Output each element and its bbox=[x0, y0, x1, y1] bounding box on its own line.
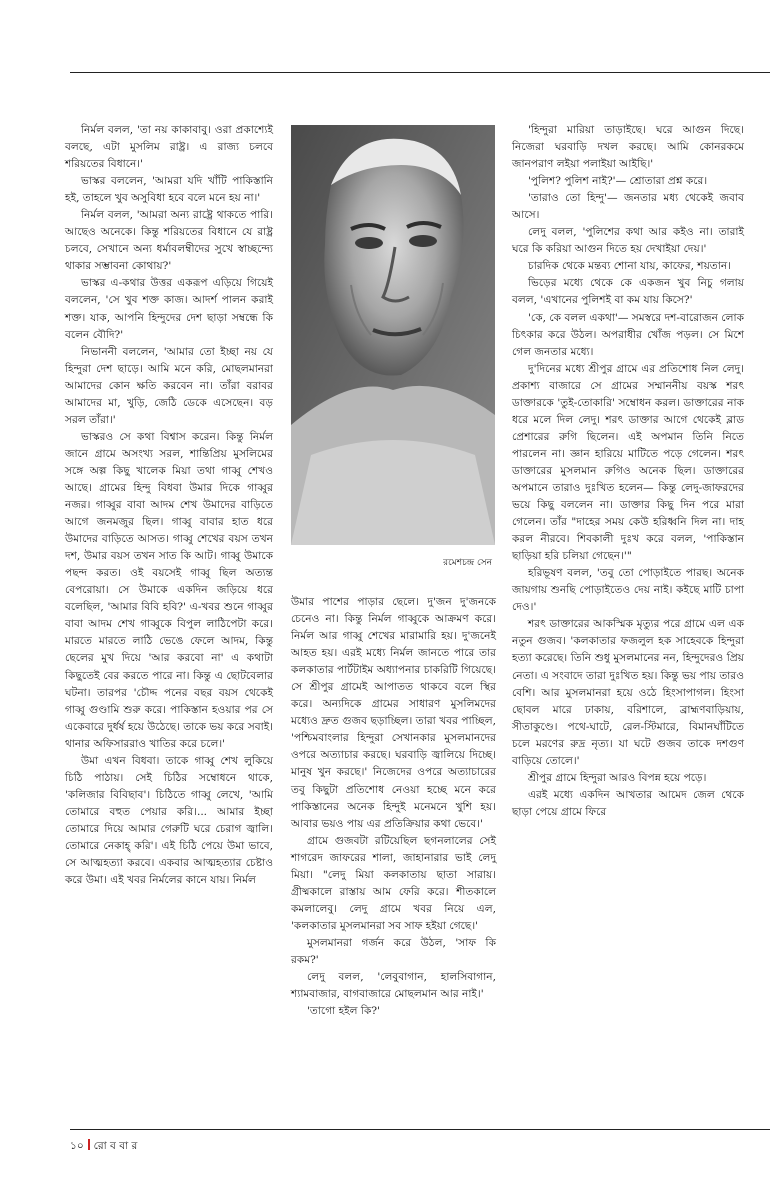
paragraph: ভাস্কর বললেন, 'আমরা যদি খাঁটি পাকিস্তানি হই, তাহলে খুব অসুবিধা হবে বলে মনে হয় না।' bbox=[65, 175, 273, 205]
paragraph: নির্মল বলল, 'তা নয় কাকাবাবু। ওরা প্রকাশ্যেই বলছে, এটা মুসলিম রাষ্ট্র। এ রাজ্য চলবে শরিয়তের বিধানে।' bbox=[65, 124, 273, 171]
paragraph: লেদু বলল, 'পুলিশের কথা আর কইও না। তারাই ঘরে কি করিয়া আগুন দিতে হয় দেখাইয়া দেয়।' bbox=[512, 226, 744, 256]
paragraph: শরৎ ডাক্তারের আকস্মিক মৃত্যুর পরে গ্রামে এল এক নতুন গুজব। 'কলকাতার ফজলুল হক সাহেবকে হিন্দুরা হত্যা করেছে। তিনি শুধু মুসলমানের নন, হিন্দুদেরও প্রিয় নেতা। এ সংবাদে তারা দুঃখিত হয়। কিন্তু ভয় পায় তারও বেশি। আর মুসলমানরা হয়ে ওঠে হিংসাপাগল। হিংসা ছোবল মারে ঢাকায়, বরিশালে, ব্রাহ্মণবাড়িয়ায়, সীতাকুণ্ডে। পথে-ঘাটে, রেল-স্টিমারে, বিমানঘাঁটিতে চলে মরণের রুদ্র নৃত্য। যা ঘটে গুজব তাকে দশগুণ বাড়িয়ে তোলে।' bbox=[512, 618, 744, 767]
page-number: ১০ bbox=[70, 1140, 84, 1152]
page-footer bbox=[70, 1139, 137, 1156]
paragraph: 'কে, কে বলল একথা'— সমস্বরে দশ-বারোজন লোক চিৎকার করে উঠল। অপরাধীর খোঁজ পড়ল। সে মিশে গেল জনতার মধ্যে। bbox=[512, 311, 744, 358]
paragraph: নিভাননী বললেন, 'আমার তো ইচ্ছা নয় যে হিন্দুরা দেশ ছাড়ে। আমি মনে করি, মোছলমানরা আমাদের কোন ক্ষতি করবেন না। তাঁরা বরাবর আমাদের মা, খুড়ি, জেঠি ডেকে এসেছেন। বড় সরল তাঁরা।' bbox=[65, 345, 273, 426]
paragraph: ভাস্করও সে কথা বিশ্বাস করেন। কিন্তু নির্মল জানে গ্রামে অসংখ্য সরল, শান্তিপ্রিয় মুসলিমের সঙ্গে অল্প কিছু খালেক মিয়া তথা গাব্বু শেখও আছে। গ্রামের হিন্দু বিধবা উমার দিকে গাব্বুর নজর। গাব্বুর বাবা আদম শেখ উমাদের বাড়িতে আগে জনমজুর ছিল। গাব্বু বাবার হাত ধরে উমাদের বাড়িতে আসত। গাব্বু শেখের বয়স তখন দশ, উমার বয়স তখন সাত কি আট। গাব্বু উমাকে পছন্দ করত। ওই বয়সেই গাব্বু ছিল অত্যন্ত বেপরোয়া। সে উমাকে একদিন জড়িয়ে ধরে বলেছিল, 'আমার বিবি হবি?' এ-খবর শুনে গাব্বুর বাবা আদম শেখ গাব্বুকে বিপুল লাঠিপেটা করে। মারতে মারতে লাঠি ভেঙে ফেলে আদম, কিন্তু ছেলের মুখ দিয়ে 'আর করবো না' এ কথাটা কিছুতেই বের করতে পারে না। কিন্তু এ ছোটবেলার ঘটনা। তারপর 'চৌদ্দ পনের বছর বয়স থেকেই গাব্বু গুণ্ডামি শুরু করে। পাকিস্তান হওয়ার পর সে একেবারে দুর্ধর্ষ হয়ে উঠেছে। তাকে ভয় করে সবাই। থানার অফিসাররাও খাতির করে চলে।' bbox=[65, 430, 273, 750]
paragraph: 'তাগো হইল কি?' bbox=[307, 1005, 380, 1018]
paragraph: লেদু বলল, 'লেবুবাগান, হালসিবাগান, শ্যামবাজার, বাগবাজারে মোছলমান আর নাই।' bbox=[291, 971, 496, 1001]
paragraph: দু'দিনের মধ্যে শ্রীপুর গ্রামে এর প্রতিশোধ নিল লেদু। প্রকাশ্য বাজারে সে গ্রামের সম্মাননীয় বয়স্ক শরৎ ডাক্তারকে 'তুই-তোকারি' সম্বোধন করল। ডাক্তারের নাক ধরে মলে দিল লেদু। শরৎ ডাক্তার আগে থেকেই ব্লাড প্রেশারের রুগি ছিলেন। এই অপমান তিনি নিতে পারলেন না। জ্ঞান হারিয়ে মাটিতে পড়ে গেলেন। শরৎ ডাক্তারের মুসলমান রুগিও অনেক ছিল। ডাক্তারের অপমানে তারাও দুঃখিত হলেন— কিন্তু লেদু-জাফরদের ভয়ে কিছু বললেন না। ডাক্তার কিছু দিন পরে মারা গেলেন। তাঁর "দাহের সময় কেউ হরিধ্বনি দিল না। দাহ করল নীরবে। শিবকালী দুঃখ করে বলল, 'পাকিস্তান ছাড়িয়া হরি চলিয়া গেছেন।'" bbox=[512, 362, 744, 563]
paragraph: গ্রামে গুজবটা রটিয়েছিল ছগনলালের সেই শাগরেদ জাফরের শালা, জাহানারার ভাই লেদু মিয়া। "লেদু মিয়া কলকাতায় ছাতা সারায়। গ্রীষ্মকালে রাস্তায় আম ফেরি করে। শীতকালে কমলালেবু। লেদু গ্রামে খবর নিয়ে এল, 'কলকাতার মুসলমানরা সব সাফ হইয়া গেছে।' bbox=[291, 834, 496, 932]
paragraph: উমার পাশের পাড়ার ছেলে। দু'জন দু'জনকে চেনেও না। কিন্তু নির্মল গাব্বুকে আক্রমণ করে। নির্মল আর গাব্বু শেখের মারামারি হয়। দু'জনেই আহত হয়। এরই মধ্যে নির্মল জানতে পারে তার কলকাতার পার্টটাইম অধ্যাপনার চাকরিটি গিয়েছে। সে শ্রীপুর গ্রামেই আপাতত থাকবে বলে স্থির করে। অন্যদিকে গ্রামের সাধারণ মুসলিমদের মধ্যেও দ্রুত গুজব ছড়াচ্ছিল। তারা খবর পাচ্ছিল, 'পশ্চিমবাংলার হিন্দুরা সেখানকার মুসলমানদের ওপরে অত্যাচার করছে। ঘরবাড়ি জ্বালিয়ে দিচ্ছে। মানুষ খুন করছে।' নিজেদের ওপরে অত্যাচারের তবু কিছুটা প্রতিশোধ নেওয়া হচ্ছে মনে করে পাকিস্তানের অনেক হিন্দুই মনেমনে খুশি হয়। আবার ভয়ও পায় এর প্রতিক্রিয়ার কথা ভেবে।' bbox=[291, 596, 496, 830]
paragraph: 'তারাও তো হিন্দু'— জনতার মধ্য থেকেই জবাব আসে। bbox=[512, 192, 744, 222]
text-column-1 bbox=[65, 122, 273, 889]
bottom-rule bbox=[70, 1129, 770, 1130]
text-column-2 bbox=[291, 594, 496, 1020]
paragraph: উমা এখন বিধবা। তাকে গাব্বু শেখ লুকিয়ে চিঠি পাঠায়। সেই চিঠির সম্বোধনে থাকে, 'কলিজার বিবিছাব'। চিঠিতে গাব্বু লেখে, 'আমি তোমারে বহুত পেয়ার করি।... আমার ইচ্ছা তোমারে দিয়ে আমার গেরুটি ঘরে চেরাগ জ্বালি। তোমারে নেকাহ্ করি'। এই চিঠি পেয়ে উমা ভাবে, সে আত্মহত্যা করবে। একবার আত্মহত্যার চেষ্টাও করে উমা। এই খবর নির্মলের কানে যায়। নির্মল bbox=[65, 754, 273, 887]
portrait-photo bbox=[291, 125, 495, 545]
top-rule bbox=[70, 72, 770, 73]
paragraph: চারদিক থেকে মন্তব্য শোনা যায়, কাফের, শয়তান। bbox=[528, 260, 731, 273]
paragraph: এরই মধ্যে একদিন আখতার আমেদ জেল থেকে ছাড়া পেয়ে গ্রামে ফিরে bbox=[512, 788, 744, 818]
photo-caption: রমেশচন্দ্র সেন bbox=[443, 558, 492, 568]
paragraph: মুসলমানরা গর্জন করে উঠল, 'সাফ কি রকম?' bbox=[291, 936, 496, 966]
magazine-name: রো ব বা র bbox=[93, 1140, 138, 1152]
text-column-3 bbox=[512, 122, 744, 821]
paragraph: 'পুলিশ? পুলিশ নাই?'— শ্রোতারা প্রশ্ন করে। bbox=[528, 175, 708, 188]
paragraph: নির্মল বলল, 'আমরা অন্য রাষ্ট্রে থাকতে পারি। আছেও অনেকে। কিন্তু শরিয়তের বিধানে যে রাষ্ট্র চলবে, সেখানে অন্য ধর্মাবলম্বীদের সুখে স্বাচ্ছন্দ্যে থাকার সম্ভাবনা কোথায়?' bbox=[65, 209, 273, 273]
paragraph: হরিভূষণ বলল, 'তবু তো পোড়াইতে পারছ। অনেক জায়গায় শুনছি পোড়াইতেও দেয় নাই। কইছে মাটি চাপা দেও।' bbox=[512, 567, 744, 614]
paragraph: ভিড়ের মধ্যে থেকে কে একজন খুব নিচু গলায় বলল, 'এখানের পুলিশই বা কম যায় কিসে?' bbox=[512, 277, 744, 307]
footer-divider bbox=[88, 1139, 90, 1150]
paragraph: ভাস্কর এ-কথার উত্তর একরূপ এড়িয়ে গিয়েই বললেন, 'সে খুব শক্ত কাজ। আদর্শ পালন করাই শক্ত। যাক, আপনি হিন্দুদের দেশ ছাড়া সম্বন্ধে কি বলেন বৌদি?' bbox=[65, 277, 273, 341]
paragraph: 'হিন্দুরা মারিয়া তাড়াইছে। ঘরে আগুন দিছে। নিজেরা ঘরবাড়ি দখল করছে। আমি কোনরকমে জানপরাণ লইয়া পলাইয়া আইছি।' bbox=[512, 124, 744, 171]
paragraph: শ্রীপুর গ্রামে হিন্দুরা আরও বিপন্ন হয়ে পড়ে। bbox=[528, 771, 707, 784]
